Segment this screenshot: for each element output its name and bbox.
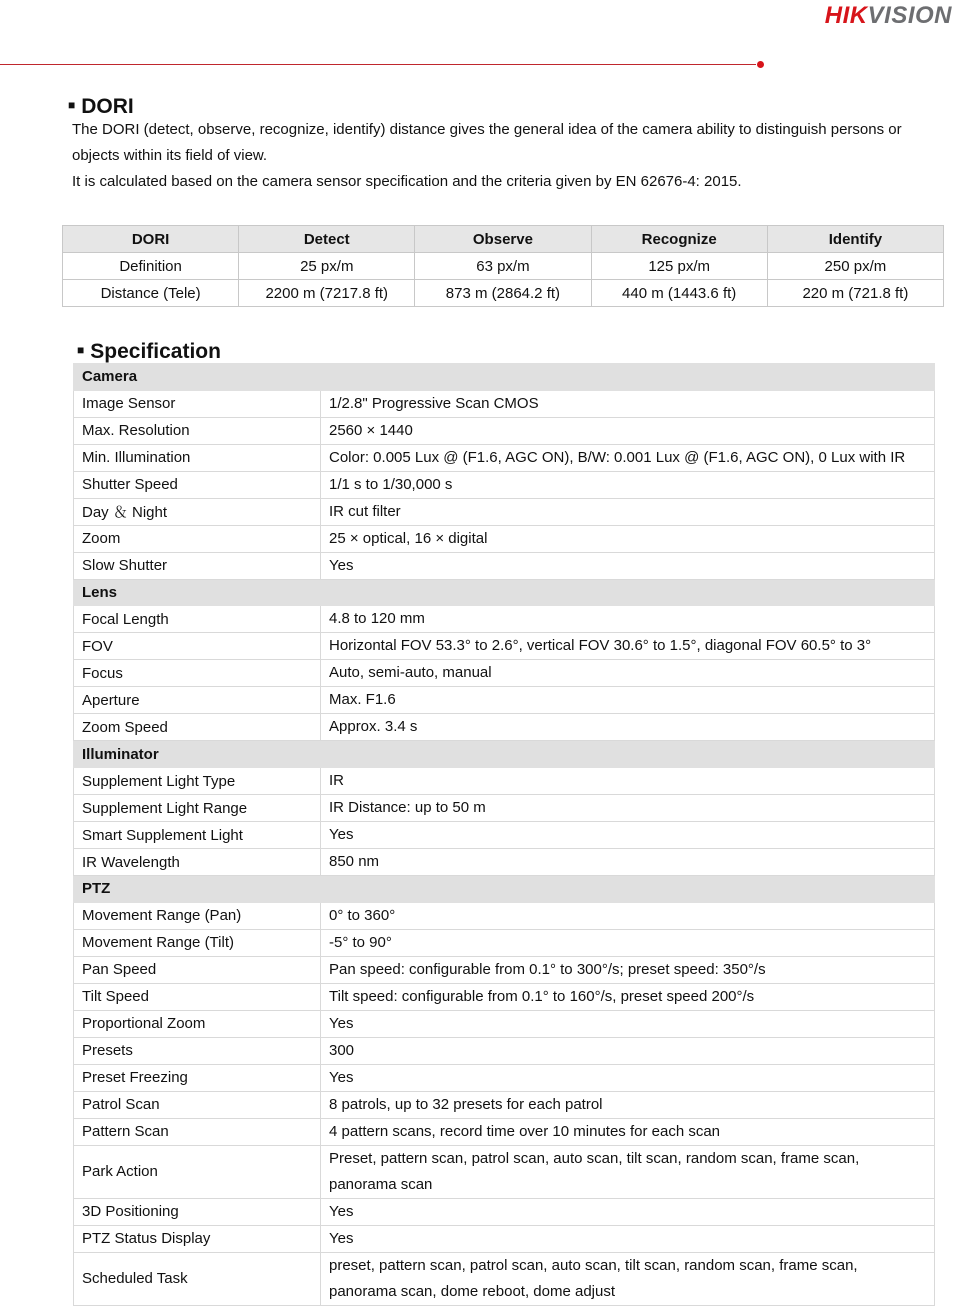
spec-value: 1/2.8" Progressive Scan CMOS [321,390,935,417]
spec-key: Max. Resolution [74,417,321,444]
spec-key: Aperture [74,687,321,714]
dori-paragraph: The DORI (detect, observe, recognize, identify) distance gives the general idea of the camera ability to distinguish persons or objects within its field of view. [72,121,902,164]
dori-header-cell: Recognize [591,226,767,253]
dori-table-row [63,253,944,280]
spec-value: IR Distance: up to 50 m [321,795,935,822]
dori-cell: 2200 m (7217.8 ft) [239,280,415,307]
spec-value: 300 [321,1037,935,1064]
spec-key: Pattern Scan [74,1118,321,1145]
spec-row [74,1064,935,1091]
spec-row [74,660,935,687]
spec-value: 1/1 s to 1/30,000 s [321,471,935,498]
spec-value: Approx. 3.4 s [321,714,935,741]
spec-row [74,956,935,983]
spec-value: Yes [321,1010,935,1037]
dori-cell: 63 px/m [415,253,591,280]
spec-value: 4.8 to 120 mm [321,606,935,633]
dori-cell: Distance (Tele) [63,280,239,307]
square-bullet-icon: ■ [77,343,85,357]
dori-table-row [63,280,944,307]
spec-value: 850 nm [321,849,935,876]
spec-row [74,1225,935,1252]
spec-row [74,929,935,956]
spec-value: 8 patrols, up to 32 presets for each patrol [321,1091,935,1118]
spec-key: Focus [74,660,321,687]
spec-key: Supplement Light Type [74,768,321,795]
dori-cell: 25 px/m [239,253,415,280]
spec-row [74,1198,935,1225]
spec-row [74,606,935,633]
spec-key: Shutter Speed [74,471,321,498]
spec-category-label: Camera [74,364,935,391]
spec-row [74,983,935,1010]
spec-row [74,795,935,822]
spec-category-label: Lens [74,579,935,606]
spec-value: Tilt speed: configurable from 0.1° to 160°/s, preset speed 200°/s [321,983,935,1010]
spec-key: Tilt Speed [74,983,321,1010]
spec-value: 4 pattern scans, record time over 10 minutes for each scan [321,1118,935,1145]
spec-key: FOV [74,633,321,660]
spec-row [74,498,935,525]
specification-section-title: ■ Specification [77,340,221,363]
spec-row [74,822,935,849]
spec-row [74,849,935,876]
dori-header-cell: Observe [415,226,591,253]
spec-row [74,633,935,660]
spec-row [74,1118,935,1145]
spec-key: Supplement Light Range [74,795,321,822]
spec-category-row [74,579,935,606]
spec-key: Zoom [74,525,321,552]
spec-key: Zoom Speed [74,714,321,741]
dori-header-cell: DORI [63,226,239,253]
spec-row [74,1145,935,1198]
spec-row [74,417,935,444]
spec-category-row [74,364,935,391]
spec-key: PTZ Status Display [74,1225,321,1252]
spec-value: 0° to 360° [321,902,935,929]
spec-row [74,1037,935,1064]
spec-key: Slow Shutter [74,552,321,579]
dori-cell: 440 m (1443.6 ft) [591,280,767,307]
spec-key: 3D Positioning [74,1198,321,1225]
dori-section-title: ■ DORI [68,95,134,118]
spec-key: Patrol Scan [74,1091,321,1118]
dori-cell: 125 px/m [591,253,767,280]
spec-row [74,1252,935,1305]
spec-row [74,390,935,417]
spec-value: 2560 × 1440 [321,417,935,444]
spec-value: IR cut filter [321,498,935,525]
spec-row [74,1091,935,1118]
dori-cell: Definition [63,253,239,280]
dori-description [72,117,942,195]
spec-value: Max. F1.6 [321,687,935,714]
spec-value: 25 × optical, 16 × digital [321,525,935,552]
spec-category-label: PTZ [74,876,935,903]
spec-key: Presets [74,1037,321,1064]
spec-value: Yes [321,1064,935,1091]
spec-value: Auto, semi-auto, manual [321,660,935,687]
spec-key: Preset Freezing [74,1064,321,1091]
header-divider [0,64,756,65]
spec-key: Movement Range (Pan) [74,902,321,929]
spec-key: Scheduled Task [74,1252,321,1305]
spec-value: IR [321,768,935,795]
spec-value: Color: 0.005 Lux @ (F1.6, AGC ON), B/W: 0.001 Lux @ (F1.6, AGC ON), 0 Lux with IR [321,444,935,471]
spec-key: Image Sensor [74,390,321,417]
dori-table [62,225,944,307]
spec-key: IR Wavelength [74,849,321,876]
spec-key: Pan Speed [74,956,321,983]
spec-key: Smart Supplement Light [74,822,321,849]
spec-value: Horizontal FOV 53.3° to 2.6°, vertical FOV 30.6° to 1.5°, diagonal FOV 60.5° to 3° [321,633,935,660]
dori-cell: 220 m (721.8 ft) [767,280,943,307]
spec-value: Yes [321,1198,935,1225]
dori-header-cell: Identify [767,226,943,253]
spec-value: Yes [321,1225,935,1252]
dori-table-header-row [63,226,944,253]
spec-value: Pan speed: configurable from 0.1° to 300°/s; preset speed: 350°/s [321,956,935,983]
header-divider-dot [757,61,764,68]
spec-value: Preset, pattern scan, patrol scan, auto scan, tilt scan, random scan, frame scan, panorama scan [321,1145,935,1198]
dori-cell: 873 m (2864.2 ft) [415,280,591,307]
dori-header-cell: Detect [239,226,415,253]
hikvision-logo: HIKVISION [824,2,952,29]
spec-row [74,552,935,579]
dori-paragraph: It is calculated based on the camera sensor specification and the criteria given by EN 62676-4: 2015. [72,173,742,190]
spec-row [74,1010,935,1037]
dori-cell: 250 px/m [767,253,943,280]
spec-row [74,714,935,741]
spec-row [74,471,935,498]
spec-row [74,525,935,552]
spec-value: Yes [321,552,935,579]
spec-key: Park Action [74,1145,321,1198]
square-bullet-icon: ■ [68,98,76,112]
spec-row [74,687,935,714]
spec-row [74,768,935,795]
spec-category-row [74,876,935,903]
spec-value: Yes [321,822,935,849]
spec-key: Day ＆ Night [74,498,321,525]
spec-key: Focal Length [74,606,321,633]
spec-value: -5° to 90° [321,929,935,956]
spec-key: Min. Illumination [74,444,321,471]
spec-category-row [74,741,935,768]
specification-table [73,363,935,1306]
spec-row [74,902,935,929]
spec-key: Movement Range (Tilt) [74,929,321,956]
spec-category-label: Illuminator [74,741,935,768]
spec-key: Proportional Zoom [74,1010,321,1037]
spec-value: preset, pattern scan, patrol scan, auto scan, tilt scan, random scan, frame scan, panorama scan, dome reboot, dome adjust [321,1252,935,1305]
spec-row [74,444,935,471]
